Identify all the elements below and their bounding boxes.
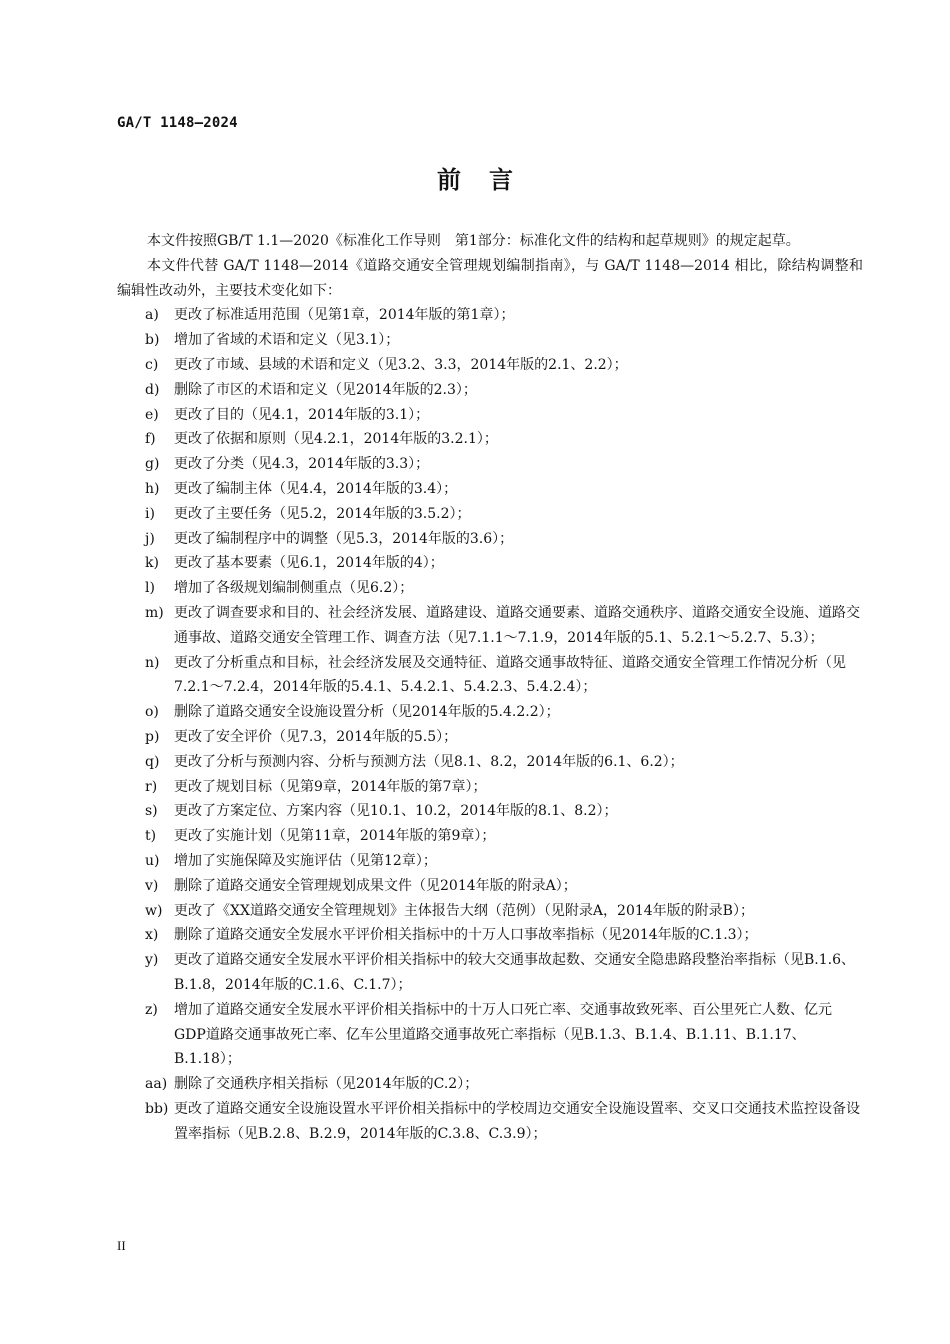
list-item-marker: j) <box>145 530 155 547</box>
list-item-text: 更改了目的（见4.1，2014年版的3.1）； <box>174 406 430 423</box>
list-item <box>117 874 863 899</box>
list-item <box>117 403 863 428</box>
list-item-text: 更改了分析与预测内容、分析与预测方法（见8.1、8.2，2014年版的6.1、6.2）； <box>174 753 684 770</box>
list-item-text: 更改了主要任务（见5.2，2014年版的3.5.2）； <box>174 505 471 522</box>
list-item-text: 删除了市区的术语和定义（见2014年版的2.3）； <box>174 381 477 398</box>
list-item-marker: f) <box>145 431 156 448</box>
list-item-text: 增加了各级规划编制侧重点（见6.2）； <box>174 580 414 597</box>
change-list <box>117 303 863 1146</box>
list-item <box>117 576 863 601</box>
list-item <box>117 477 863 502</box>
list-item-marker: bb) <box>145 1100 169 1117</box>
list-item-text: 更改了标准适用范围（见第1章，2014年版的第1章）； <box>174 307 515 324</box>
list-item <box>117 601 863 651</box>
list-item-text: 更改了市域、县域的术语和定义（见3.2、3.3，2014年版的2.1、2.2）； <box>174 356 628 373</box>
list-item <box>117 899 863 924</box>
list-item-marker: v) <box>145 877 159 894</box>
list-item <box>117 1097 863 1147</box>
list-item <box>117 303 863 328</box>
list-item-text: 更改了编制主体（见4.4，2014年版的3.4）； <box>174 480 458 497</box>
list-item-text: 删除了道路交通安全发展水平评价相关指标中的十万人口事故率指标（见2014年版的C.1.3）； <box>174 927 758 944</box>
list-item-marker: s) <box>145 803 158 820</box>
list-item-text: 更改了编制程序中的调整（见5.3，2014年版的3.6）； <box>174 530 514 547</box>
list-item <box>117 725 863 750</box>
list-item-text: 增加了省域的术语和定义（见3.1）； <box>174 332 400 349</box>
list-item-text: 更改了《XX道路交通安全管理规划》主体报告大纲（范例）（见附录A，2014年版的附录B）； <box>174 902 754 919</box>
standard-number-header: GA/T 1148—2024 <box>117 115 238 131</box>
list-item-marker: y) <box>145 952 159 969</box>
list-item-marker: w) <box>145 902 163 919</box>
list-item-marker: r) <box>145 778 158 795</box>
intro-paragraph: 本文件按照GB/T 1.1—2020《标准化工作导则 第1部分：标准化文件的结构和起草规则》的规定起草。 <box>147 233 800 249</box>
list-item-marker: e) <box>145 406 159 423</box>
page-title: 前言 <box>437 166 541 194</box>
list-item-marker: d) <box>145 381 160 398</box>
list-item <box>117 775 863 800</box>
list-item-text: 删除了道路交通安全设施设置分析（见2014年版的5.4.2.2）； <box>174 704 560 721</box>
list-item <box>117 328 863 353</box>
intro-paragraph: 本文件代替 GA/T 1148—2014《道路交通安全管理规划编制指南》，与 GA/T 1148—2014 相比，除结构调整和编辑性改动外，主要技术变化如下： <box>117 257 863 299</box>
list-item-text: 更改了安全评价（见7.3，2014年版的5.5）； <box>174 728 458 745</box>
list-item-text: 更改了方案定位、方案内容（见10.1、10.2，2014年版的8.1、8.2）； <box>174 803 618 820</box>
list-item-text: 更改了分类（见4.3，2014年版的3.3）； <box>174 456 430 473</box>
list-item <box>117 651 863 701</box>
list-item-text: 更改了分析重点和目标，社会经济发展及交通特征、道路交通事故特征、道路交通安全管理工作情况分析（见7.2.1～7.2.4，2014年版的5.4.1、5.4.2.1、5.4.2.3、5.4.2.4）； <box>174 654 846 696</box>
list-item-text: 增加了实施保障及实施评估（见第12章）； <box>174 852 437 869</box>
list-item <box>117 527 863 552</box>
list-item <box>117 700 863 725</box>
list-item <box>117 452 863 477</box>
foreword-body <box>117 229 863 1146</box>
list-item <box>117 849 863 874</box>
list-item-marker: q) <box>145 753 160 770</box>
list-item-marker: l) <box>145 580 155 597</box>
list-item <box>117 799 863 824</box>
list-item-marker: i) <box>145 505 155 522</box>
list-item-marker: h) <box>145 480 160 497</box>
list-item <box>117 1072 863 1097</box>
list-item-marker: u) <box>145 852 160 869</box>
list-item-marker: n) <box>145 654 160 671</box>
list-item-text: 更改了依据和原则（见4.2.1，2014年版的3.2.1）； <box>174 431 498 448</box>
list-item-text: 删除了道路交通安全管理规划成果文件（见2014年版的附录A）； <box>174 877 577 894</box>
list-item <box>117 750 863 775</box>
list-item <box>117 824 863 849</box>
list-item-marker: g) <box>145 456 160 473</box>
list-item-text: 更改了基本要素（见6.1，2014年版的4）； <box>174 555 444 572</box>
list-item-text: 更改了规划目标（见第9章，2014年版的第7章）； <box>174 778 487 795</box>
list-item <box>117 948 863 998</box>
list-item <box>117 427 863 452</box>
list-item <box>117 378 863 403</box>
list-item-marker: a) <box>145 307 159 324</box>
list-item-marker: aa) <box>145 1076 168 1093</box>
list-item-text: 删除了交通秩序相关指标（见2014年版的C.2）； <box>174 1076 479 1093</box>
list-item-marker: k) <box>145 555 159 572</box>
list-item <box>117 502 863 527</box>
list-item <box>117 923 863 948</box>
list-item <box>117 551 863 576</box>
list-item-marker: t) <box>145 828 157 845</box>
list-item-text: 更改了道路交通安全发展水平评价相关指标中的较大交通事故起数、交通安全隐患路段整治率指标（见B.1.6、B.1.8，2014年版的C.1.6、C.1.7）； <box>174 952 856 993</box>
list-item-text: 更改了实施计划（见第11章，2014年版的第9章）； <box>174 828 496 845</box>
list-item-marker: z) <box>145 1001 158 1018</box>
list-item-marker: m) <box>145 604 164 621</box>
list-item-marker: b) <box>145 332 160 349</box>
list-item-text: 更改了调查要求和目的、社会经济发展、道路建设、道路交通要素、道路交通秩序、道路交通安全设施、道路交通事故、道路交通安全管理工作、调查方法（见7.1.1～7.1.9，2014年版的5.1、5.2.1～5.2.7、5.3）； <box>174 604 860 646</box>
list-item-marker: x) <box>145 927 159 944</box>
list-item-text: 增加了道路交通安全发展水平评价相关指标中的十万人口死亡率、交通事故致死率、百公里死亡人数、亿元GDP道路交通事故死亡率、亿车公里道路交通事故死亡率指标（见B.1.3、B.1.4、B.1.11、B.1.17、B.1.18）； <box>174 1001 832 1068</box>
list-item-marker: c) <box>145 356 159 373</box>
list-item <box>117 998 863 1072</box>
list-item-marker: o) <box>145 704 159 721</box>
page-number: II <box>117 1238 126 1253</box>
list-item <box>117 353 863 378</box>
list-item-text: 更改了道路交通安全设施设置水平评价相关指标中的学校周边交通安全设施设置率、交叉口交通技术监控设备设置率指标（见B.2.8、B.2.9，2014年版的C.3.8、C.3.9）； <box>174 1100 860 1142</box>
list-item-marker: p) <box>145 728 160 745</box>
